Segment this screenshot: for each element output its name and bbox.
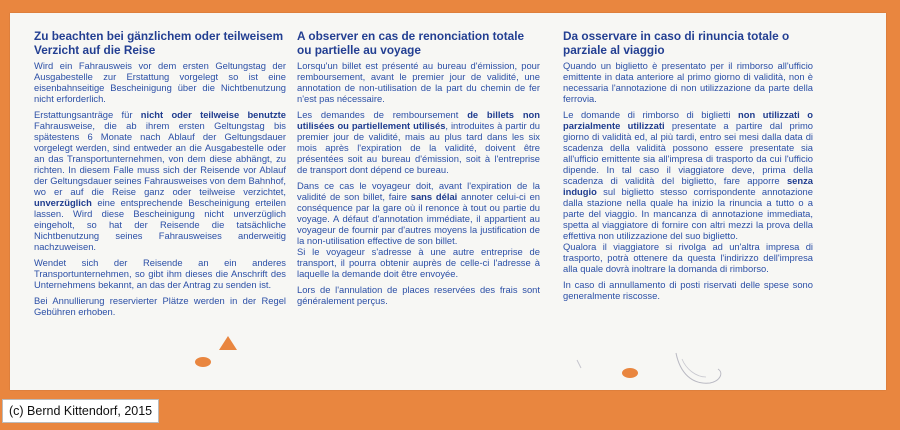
copyright-label: (c) Bernd Kittendorf, 2015 [2,399,159,423]
ticket-back [10,13,886,390]
round-punch-left-icon [193,356,213,368]
small-mark-icon [575,359,583,369]
paragraph-german-1: Wird ein Fahrausweis vor dem ersten Geltungstag der Ausgabestelle zur Erstattung vorgelegt so ist eine eisenbahnseitige Bescheinigung über die Nichtbenutzung nicht erforderlich. [34,60,286,104]
paragraph-italian-4: In caso di annullamento di posti riservati delle spese sono generalmente riscosse. [563,279,813,301]
paragraph-german-2: Erstattungsanträge für nicht oder teilweise benutzte Fahrausweise, die ab ihrem ersten Geltungstag bis spätestens 6 Monate nach Ablauf der Geltungsdauer vorgelegt werden, sind entweder an die Ausgabestelle oder an das Transportunternehmen, von dem diese abhängt, zu richten. In diesem Falle muss sich der Reisende vor Ablauf der Geltungsdauer seines Fahrausweises von dem Bahnhof, wo er auf die Reise ganz oder teilweise verzichtet, unverzüglich eine entsprechende Bescheinigung erteilen lassen. Wird diese Bescheinigung nicht unverzüglich eingeholt, so hat der Reisende die tatsächliche Nichtbenutzung seines Fahrausweises anderweitig nachzuweisen. [34,109,286,252]
column-french [297,29,540,311]
paragraph-french-5: Lors de l'annulation de places reservées des frais sont généralement perçus. [297,284,540,306]
round-punch-right-icon [620,367,640,379]
paragraph-italian-2: Le domande di rimborso di biglietti non utilizzati o parzialmente utilizzati presentate a partire dal primo giorno di validità ed, al più tardi, entro sei mesi dalla data di scadenza della validità possono essere presentate sia all'ufficio emittente sia all'impresa di trasporto da cui l'ufficio dipende. In tal caso il viaggiatore deve, prima della scadenza di validità del biglietto, fare apporre senza indugio sul biglietto stesso corrispondente annotazione dalla stazione nella quale ha inizio la rinuncia a tutto o a parte del viaggio. In mancanza di annotazione immediata, spetta al viaggiatore di fornire con altri mezzi la prova della effettiva non utilizzazione del suo biglietto. [563,109,813,241]
paragraph-french-3: Dans ce cas le voyageur doit, avant l'expiration de la validité de son billet, faire sans délai annoter celui-ci en conséquence par la gare où il renonce à tout ou partie du voyage. A défaut d'annotation immédiate, il appartient au voyageur de fournir par d'autres moyens la justification de la non-utilisation effective de son billet. [297,180,540,246]
paragraph-french-1: Lorsqu'un billet est présenté au bureau d'émission, pour remboursement, avant le premier jour de validité, une annotation de non-utilisation de la part du chemin de fer n'est pas nécessaire. [297,60,540,104]
heading-italian: Da osservare in caso di rinuncia totale o parziale al viaggio [563,29,790,57]
heading-french: A observer en cas de renonciation totale ou partielle au voyage [297,29,525,57]
paragraph-german-3: Wendet sich der Reisende an ein anderes Transportunternehmen, so gibt ihm dieses die Anschrift des Unternehmens bekannt, an das der Antrag zu senden ist. [34,257,286,290]
heading-german: Zu beachten bei gänzlichem oder teilweisem Verzicht auf die Reise [34,29,284,57]
paragraph-french-2: Les demandes de remboursement de billets non utilisées ou partiellement utilisés, introduites à partir du premier jour de validité, mais au plus tard dans les six mois après l'expiration de la validité, doivent être présentées soit au bureau d'émission, soit à l'entreprise de transport dont dépend ce bureau. [297,109,540,175]
paragraph-german-4: Bei Annullierung reservierter Plätze werden in der Regel Gebühren erhoben. [34,295,286,317]
column-german [34,29,286,322]
triangle-punch-icon [218,335,238,351]
paragraph-french-4: Si le voyageur s'adresse à une autre entreprise de transport, il pourra obtenir auprès de celle-ci l'adresse à laquelle la demande doit être envoyée. [297,246,540,279]
column-italian [563,29,813,306]
paragraph-italian-1: Quando un biglietto è presentato per il rimborso all'ufficio emittente in data anteriore al primo giorno di validità, non è necessaria l'annotazione di non utilizzazione da parte della ferrovia. [563,60,813,104]
paragraph-italian-3: Qualora il viaggiatore si rivolga ad un'altra impresa di trasporto, potrà ottenere da questa l'indirizzo dell'impresa alla quale dovrà inoltrare la domanda di rimborso. [563,241,813,274]
pencil-scribble-icon [670,343,730,393]
